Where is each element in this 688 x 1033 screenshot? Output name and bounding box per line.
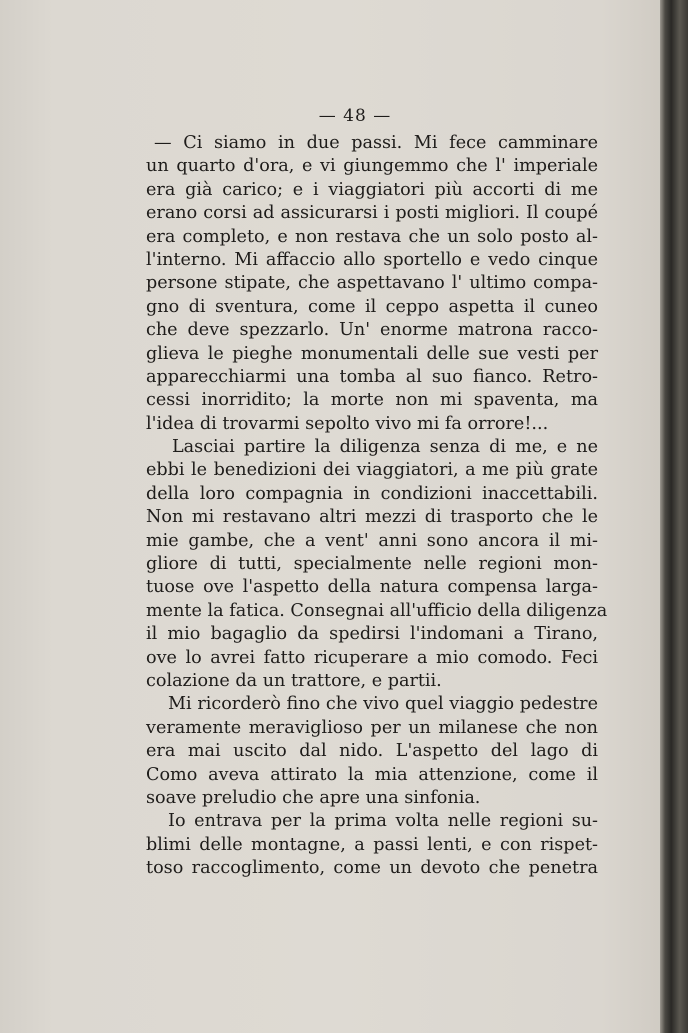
- text-line: toso raccoglimento, come un devoto che penetra: [146, 858, 598, 879]
- text-line: glieva le pieghe monumentali delle sue vesti per: [146, 343, 598, 364]
- text-line: era già carico; e i viaggiatori più accorti di me: [146, 179, 598, 200]
- text-line: che deve spezzarlo. Un' enorme matrona racco-: [146, 320, 598, 341]
- text-line: Non mi restavano altri mezzi di trasporto che le: [146, 507, 598, 528]
- text-line: blimi delle montagne, a passi lenti, e con rispet-: [146, 834, 598, 855]
- paragraph-start-line: Mi ricorderò fino che vivo quel viaggio pedestre: [168, 694, 598, 715]
- text-line: l'idea di trovarmi sepolto vivo mi fa orrore!...: [146, 413, 549, 434]
- text-line: ove lo avrei fatto ricuperare a mio comodo. Feci: [146, 647, 598, 668]
- text-line: gliore di tutti, specialmente nelle regioni mon-: [146, 554, 598, 575]
- paragraph-start-line: Io entrava per la prima volta nelle regioni su-: [168, 811, 598, 832]
- page-binding-edge: [660, 0, 688, 1033]
- body-text: [146, 132, 608, 881]
- text-line: apparecchiarmi una tomba al suo fianco. Retro-: [146, 366, 598, 387]
- text-line: della loro compagnia in condizioni inaccettabili.: [146, 483, 598, 504]
- text-line: il mio bagaglio da spedirsi l'indomani a Tirano,: [146, 624, 598, 645]
- page-number: — 48 —: [318, 106, 392, 126]
- text-line: tuose ove l'aspetto della natura compensa larga-: [146, 577, 598, 598]
- text-line: — Ci siamo in due passi. Mi fece camminare: [154, 133, 598, 153]
- text-line: un quarto d'ora, e vi giungemmo che l' imperiale: [146, 156, 598, 177]
- text-line: ebbi le benedizioni dei viaggiatori, a me più grate: [146, 460, 598, 481]
- text-line: era completo, e non restava che un solo posto al-: [146, 226, 598, 247]
- text-line: veramente meraviglioso per un milanese che non: [146, 717, 598, 738]
- text-line: Como aveva attirato la mia attenzione, come il: [146, 764, 598, 785]
- text-line: l'interno. Mi affaccio allo sportello e vedo cinque: [146, 249, 598, 270]
- text-line: era mai uscito dal nido. L'aspetto del lago di: [146, 741, 598, 762]
- text-line: mente la fatica. Consegnai all'ufficio della diligenza: [146, 600, 608, 621]
- paragraph-start-line: Lasciai partire la diligenza senza di me, e ne: [172, 437, 598, 458]
- text-line: gno di sventura, come il ceppo aspetta il cuneo: [146, 296, 598, 317]
- text-line: soave preludio che apre una sinfonia.: [146, 787, 481, 808]
- text-line: persone stipate, che aspettavano l' ultimo compa-: [146, 273, 598, 294]
- text-line: cessi inorridito; la morte non mi spaventa, ma: [146, 390, 598, 411]
- text-line: erano corsi ad assicurarsi i posti migliori. Il coupé: [146, 203, 598, 224]
- text-line: colazione da un trattore, e partii.: [146, 670, 442, 691]
- text-line: mie gambe, che a vent' anni sono ancora il mi-: [146, 530, 598, 551]
